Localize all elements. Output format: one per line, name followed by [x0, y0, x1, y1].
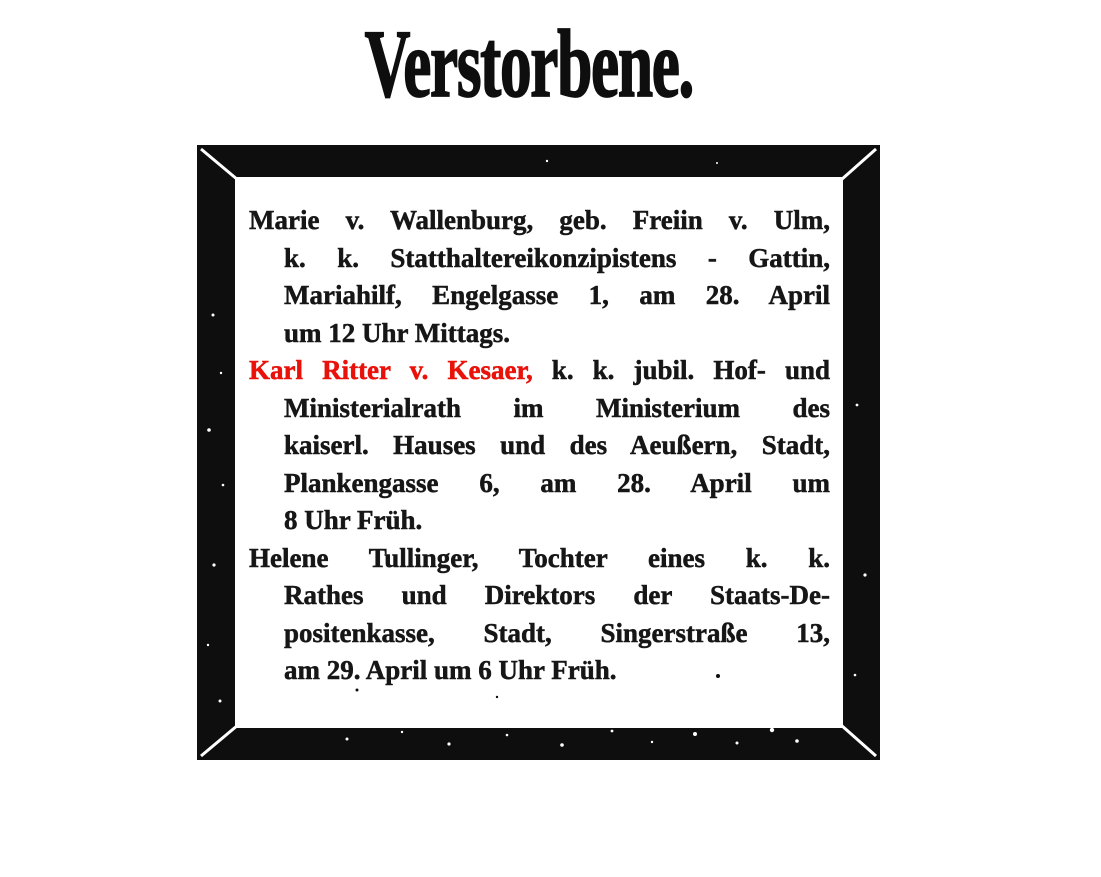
notice-text: k. k. Statthaltereikonzipistens - Gattin, — [284, 242, 830, 273]
notice-line — [249, 240, 830, 278]
obituary-entry — [249, 352, 830, 540]
notice-line — [249, 502, 830, 540]
obituary-list — [249, 202, 830, 690]
obituary-entry — [249, 540, 830, 690]
notice-text: Mariahilf, Engelgasse 1, am 28. April — [284, 280, 830, 310]
notice-line — [249, 465, 830, 503]
notice-text: Helene Tullinger, Tochter eines k. k. — [249, 542, 830, 573]
notice-text: positenkasse, Stadt, Singerstraße 13, — [284, 617, 830, 648]
obituary-entry — [249, 202, 830, 352]
notice-line — [249, 652, 830, 690]
notice-text: kaiserl. Hauses und des Aeußern, Stadt, — [284, 430, 830, 460]
notice-line — [249, 202, 830, 240]
notice-line — [249, 390, 830, 428]
notice-line — [249, 540, 830, 578]
notice-line — [249, 577, 830, 615]
notice-line — [249, 352, 830, 390]
highlighted-name: Karl Ritter v. Kesaer, — [249, 355, 533, 385]
notice-text: k. k. jubil. Hof- und — [532, 355, 830, 385]
notice-line — [249, 277, 830, 315]
masthead — [0, 10, 1101, 117]
notice-text: um 12 Uhr Mittags. — [284, 317, 510, 348]
notice-line — [249, 615, 830, 653]
notice-line — [249, 427, 830, 465]
notice-line — [249, 315, 830, 353]
notice-text: Plankengasse 6, am 28. April um — [284, 467, 830, 498]
notice-text: am 29. April um 6 Uhr Früh. — [284, 655, 617, 685]
page-title: Verstorbene. — [364, 10, 693, 117]
notice-text: Marie v. Wallenburg, geb. Freiin v. Ulm, — [249, 205, 830, 235]
notice-text: Rathes und Direktors der Staats-De- — [284, 580, 830, 610]
notice-text: Ministerialrath im Ministerium des — [284, 392, 830, 423]
notice-text: 8 Uhr Früh. — [284, 505, 423, 535]
